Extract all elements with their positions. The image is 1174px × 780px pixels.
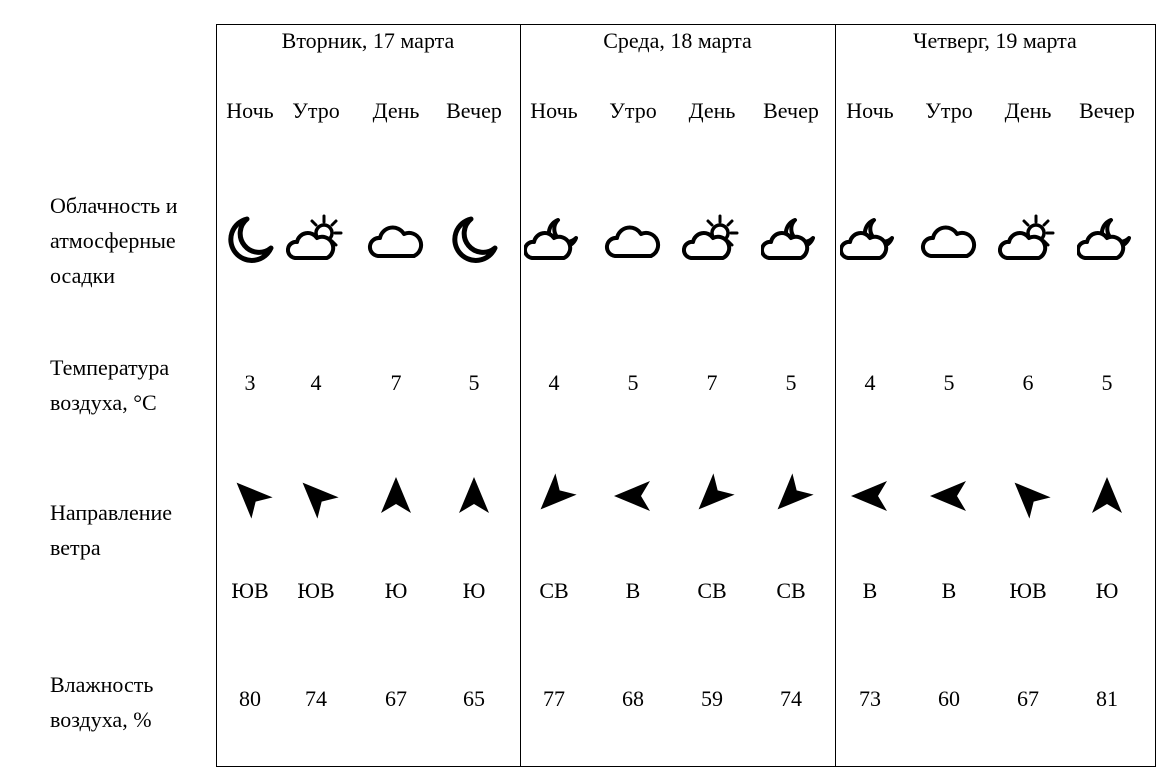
row-label-line: Облачность и	[50, 193, 178, 218]
humidity-value: 60	[938, 686, 960, 711]
cloud-icon	[366, 210, 426, 270]
arrow-icon	[607, 470, 659, 522]
row-label-wind	[50, 495, 215, 565]
period-label: Вечер	[1079, 98, 1135, 123]
temperature-value: 4	[864, 370, 876, 395]
day-title: Среда, 18 марта	[603, 28, 752, 53]
arrow-icon	[765, 470, 817, 522]
arrow-icon	[844, 470, 896, 522]
period-label: Вечер	[763, 98, 819, 123]
wind-direction-value: ЮВ	[297, 578, 335, 603]
period-label: День	[372, 98, 420, 123]
moon-cloud-icon	[761, 210, 821, 270]
row-label-humidity	[50, 667, 215, 737]
temperature-value: 5	[1101, 370, 1113, 395]
row-label-temperature	[50, 350, 215, 420]
row-label-line: воздуха, °С	[50, 390, 157, 415]
humidity-value: 77	[543, 686, 565, 711]
wind-direction-value: ЮВ	[231, 578, 269, 603]
sun-cloud-icon	[682, 210, 742, 270]
wind-direction-value: СВ	[539, 578, 569, 603]
sun-cloud-icon	[998, 210, 1058, 270]
wind-direction-value: Ю	[384, 578, 408, 603]
temperature-value: 5	[785, 370, 797, 395]
moon-cloud-icon	[1077, 210, 1137, 270]
temperature-value: 4	[548, 370, 560, 395]
column-divider	[1155, 24, 1156, 766]
humidity-value: 59	[701, 686, 723, 711]
period-label: Вечер	[446, 98, 502, 123]
arrow-icon	[686, 470, 738, 522]
wind-direction-value: Ю	[462, 578, 486, 603]
humidity-value: 65	[463, 686, 485, 711]
period-label: Ночь	[846, 98, 894, 123]
temperature-value: 5	[943, 370, 955, 395]
arrow-icon	[1002, 470, 1054, 522]
table-bottom-border	[216, 766, 1156, 767]
arrow-icon	[224, 470, 276, 522]
wind-direction-value: Ю	[1095, 578, 1119, 603]
cloud-icon	[603, 210, 663, 270]
row-label-line: осадки	[50, 263, 116, 288]
temperature-value: 7	[390, 370, 402, 395]
humidity-value: 74	[780, 686, 802, 711]
day-title: Четверг, 19 марта	[913, 28, 1077, 53]
sun-cloud-icon	[286, 210, 346, 270]
wind-direction-value: В	[625, 578, 641, 603]
moon-cloud-icon	[524, 210, 584, 270]
moon-icon	[220, 210, 280, 270]
wind-direction-value: ЮВ	[1009, 578, 1047, 603]
period-label: Ночь	[226, 98, 274, 123]
row-label-line: Температура	[50, 355, 170, 380]
period-label: Утро	[925, 98, 973, 123]
period-label: Ночь	[530, 98, 578, 123]
humidity-value: 67	[1017, 686, 1039, 711]
humidity-value: 73	[859, 686, 881, 711]
humidity-value: 67	[385, 686, 407, 711]
wind-direction-value: В	[862, 578, 878, 603]
wind-direction-value: СВ	[776, 578, 806, 603]
humidity-value: 68	[622, 686, 644, 711]
period-label: Утро	[609, 98, 657, 123]
arrow-icon	[923, 470, 975, 522]
arrow-icon	[448, 470, 500, 522]
temperature-value: 3	[244, 370, 256, 395]
arrow-icon	[528, 470, 580, 522]
row-label-line: воздуха, %	[50, 707, 152, 732]
table-top-border	[216, 24, 1156, 25]
period-label: День	[688, 98, 736, 123]
day-title: Вторник, 17 марта	[281, 28, 455, 53]
row-label-line: ветра	[50, 535, 101, 560]
temperature-value: 5	[627, 370, 639, 395]
arrow-icon	[370, 470, 422, 522]
cloud-icon	[919, 210, 979, 270]
row-label-line: Влажность	[50, 672, 154, 697]
wind-direction-value: В	[941, 578, 957, 603]
row-label-line: Направление	[50, 500, 173, 525]
row-label-cloudiness	[50, 188, 215, 293]
temperature-value: 5	[468, 370, 480, 395]
moon-cloud-icon	[840, 210, 900, 270]
humidity-value: 80	[239, 686, 261, 711]
period-label: День	[1004, 98, 1052, 123]
wind-direction-value: СВ	[697, 578, 727, 603]
temperature-value: 6	[1022, 370, 1034, 395]
period-label: Утро	[292, 98, 340, 123]
temperature-value: 7	[706, 370, 718, 395]
moon-icon	[444, 210, 504, 270]
row-label-line: атмосферные	[50, 228, 176, 253]
humidity-value: 74	[305, 686, 327, 711]
humidity-value: 81	[1096, 686, 1118, 711]
arrow-icon	[1081, 470, 1133, 522]
arrow-icon	[290, 470, 342, 522]
temperature-value: 4	[310, 370, 322, 395]
